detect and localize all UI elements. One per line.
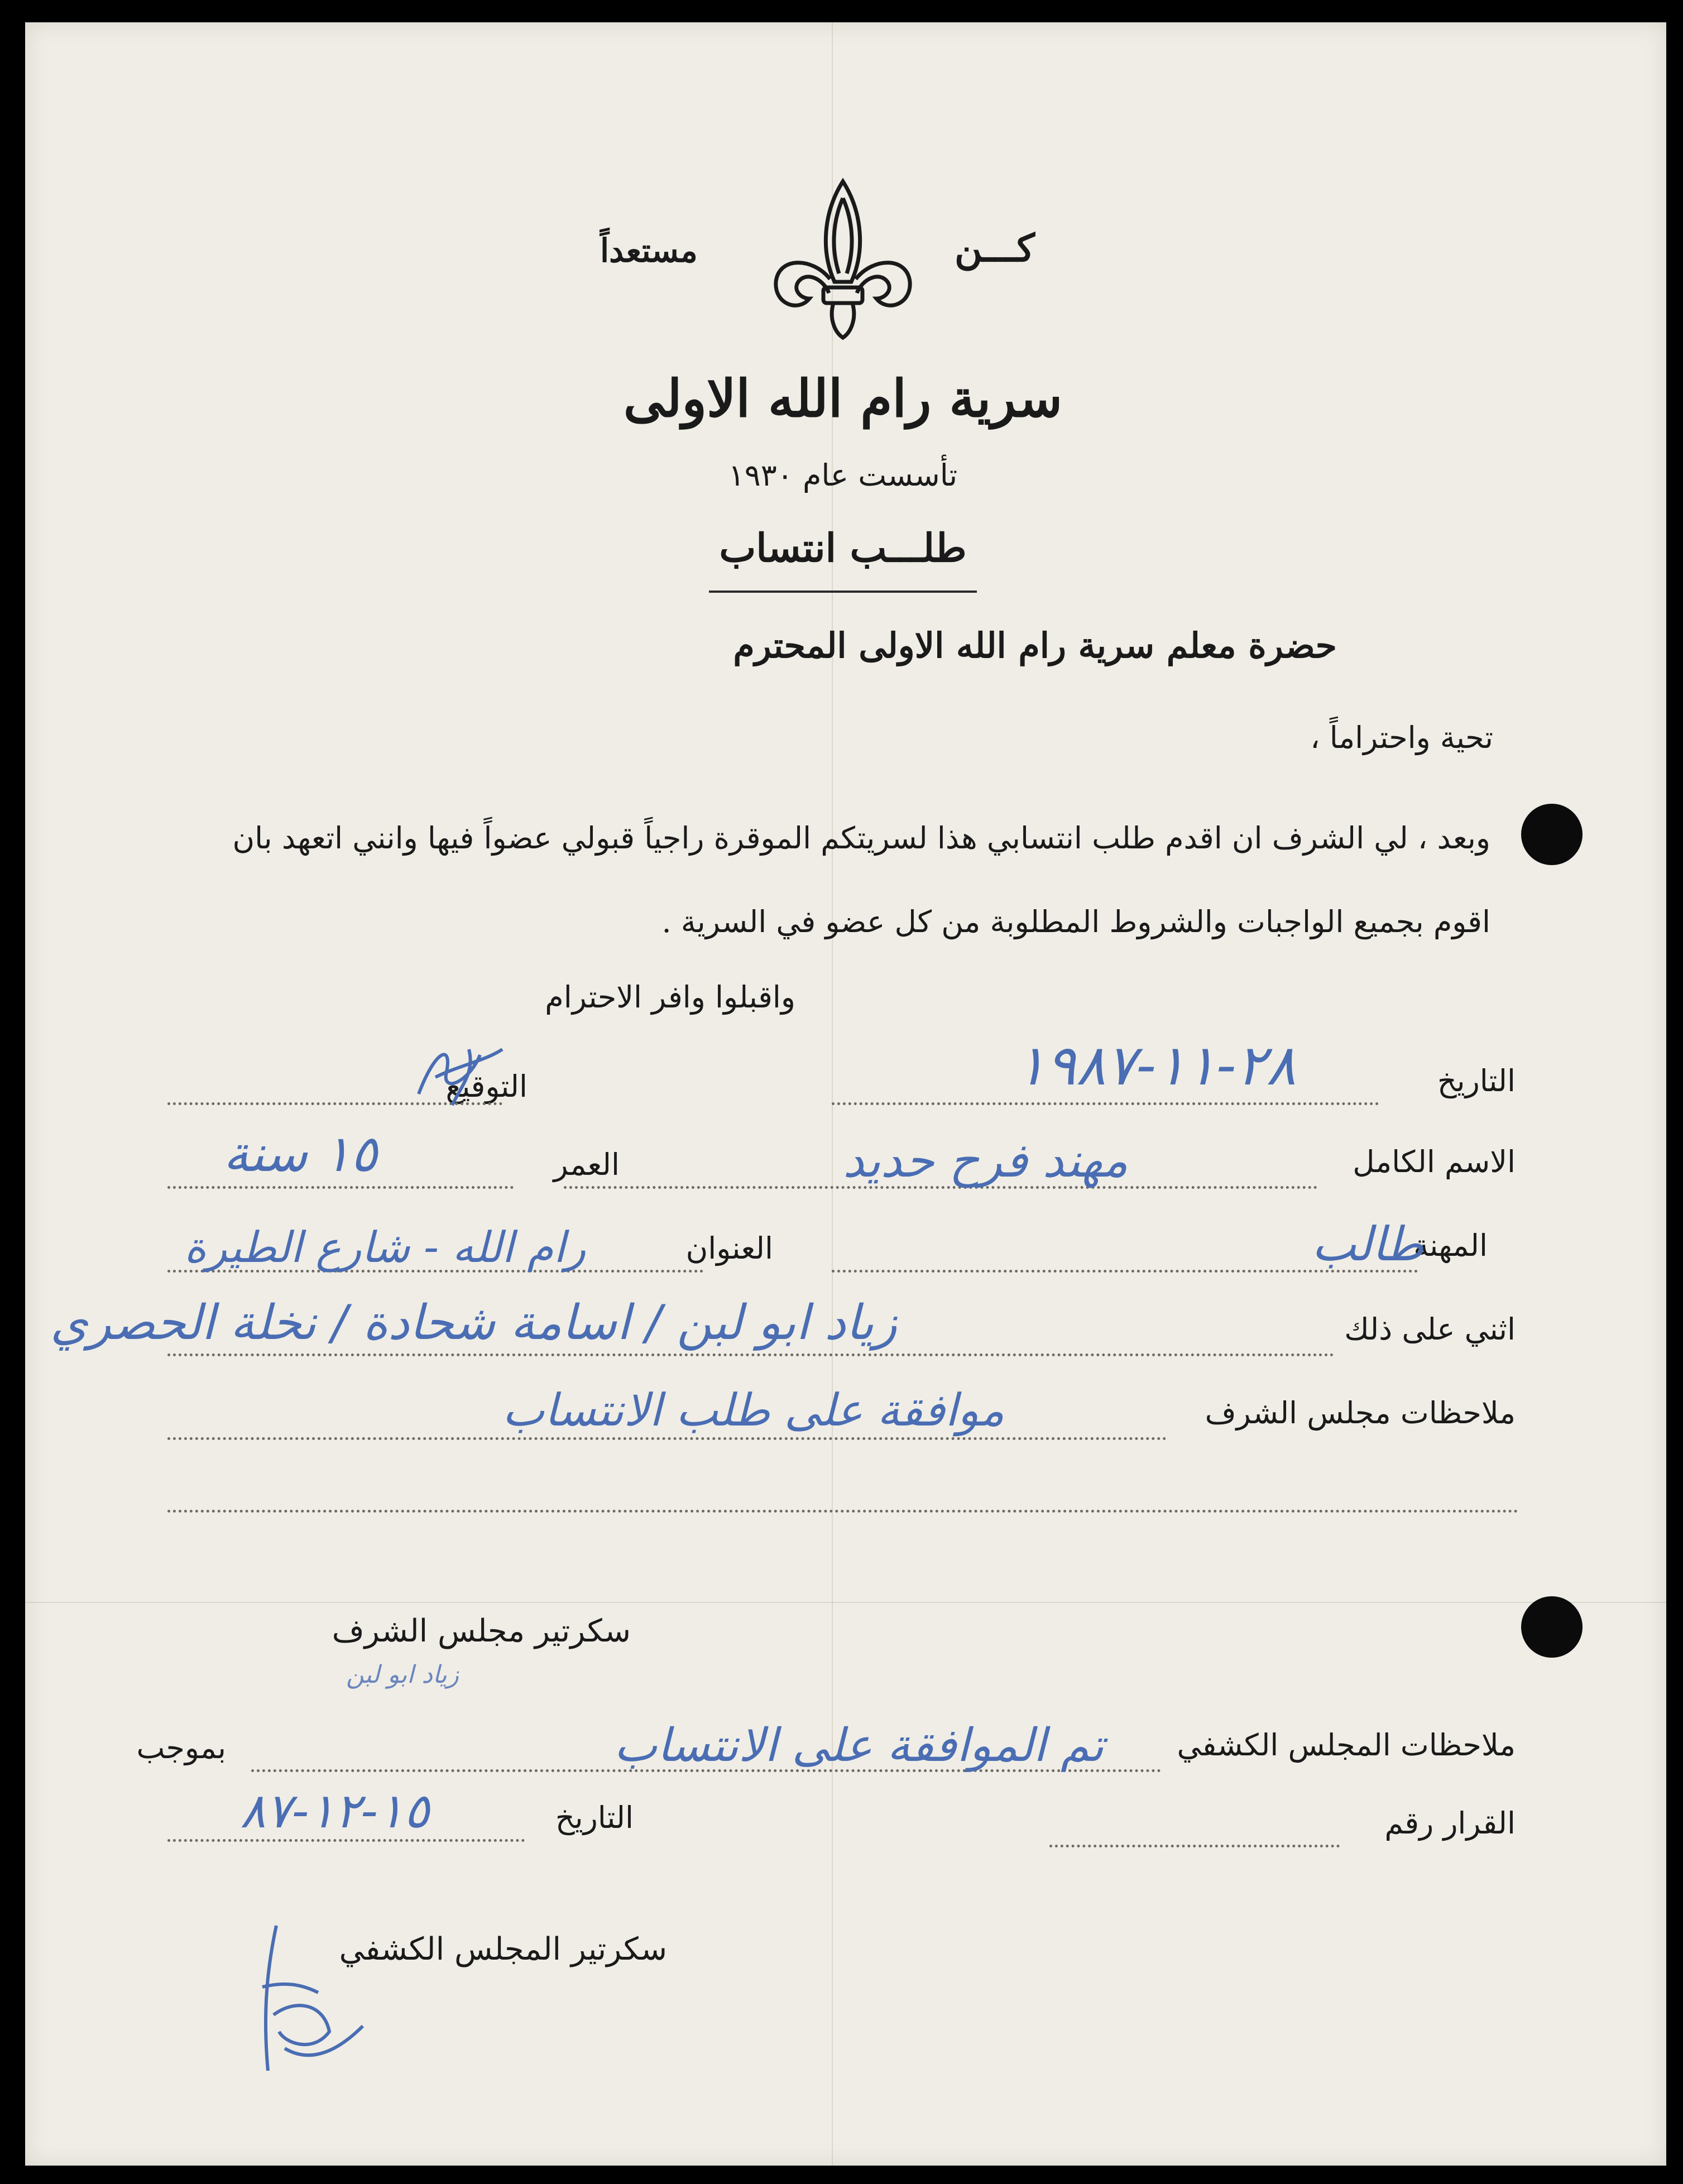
founded-year: تأسست عام ١٩٣٠ [728, 458, 958, 493]
fold-crease-vertical [832, 22, 833, 2166]
punch-hole-top [1521, 804, 1583, 865]
endorsement-label: اثني على ذلك [1344, 1312, 1516, 1347]
motto-right: كـــن [955, 226, 1035, 271]
honor-council-notes-label: ملاحظات مجلس الشرف [1205, 1395, 1516, 1431]
age-handwritten: ١٥ سنة [223, 1125, 378, 1183]
body-line-2: اقوم بجميع الواجبات والشروط المطلوبة من كل عضو في السرية . [661, 904, 1490, 939]
honor-secretary-signature: زياد ابو لبن [346, 1660, 459, 1689]
endorsement-handwritten: زياد ابو لبن / اسامة شحادة / نخلة الحصري [50, 1295, 897, 1351]
age-line [167, 1186, 514, 1189]
punch-hole-bottom [1521, 1596, 1583, 1658]
closing-line: واقبلوا وافر الاحترام [545, 980, 795, 1015]
date-handwritten: ٢٨-١١-١٩٨٧ [1016, 1033, 1296, 1098]
scout-secretary-label: سكرتير المجلس الكشفي [339, 1931, 667, 1967]
honor-secretary-label: سكرتير مجلس الشرف [332, 1613, 631, 1649]
applicant-signature-icon [402, 1027, 514, 1116]
fold-crease-horizontal [25, 1602, 1666, 1603]
title-underline [709, 591, 977, 593]
address-label: العنوان [685, 1231, 773, 1266]
decision-date-handwritten: ١٥-١٢-٨٧ [240, 1783, 430, 1839]
occupation-handwritten: طالب [1312, 1217, 1424, 1271]
form-title: طلـــب انتساب [719, 525, 967, 571]
scout-council-notes-handwritten: تم الموافقة على الانتساب [614, 1719, 1104, 1772]
decision-date-line [167, 1839, 525, 1842]
occupation-label: المهنة [1413, 1228, 1488, 1263]
application-form-paper [25, 22, 1666, 2166]
age-label: العمر [553, 1147, 620, 1182]
fullname-label: الاسم الكامل [1353, 1144, 1516, 1179]
decision-date-label: التاريخ [555, 1800, 634, 1835]
fullname-handwritten: مهند فرح حديد [843, 1133, 1128, 1188]
endorsement-line [167, 1353, 1334, 1356]
honor-council-notes-handwritten: موافقة على طلب الانتساب [502, 1384, 1005, 1436]
decision-number-line [1049, 1845, 1340, 1847]
address-handwritten: رام الله - شارع الطيرة [184, 1222, 586, 1272]
scout-council-notes-label: ملاحظات المجلس الكشفي [1177, 1727, 1516, 1763]
signature-label: التوقيع [445, 1069, 528, 1104]
motto-left: مستعداً [600, 232, 698, 270]
greeting-line: تحية واحتراماً ، [1310, 720, 1493, 755]
per-label: بموجب [136, 1730, 226, 1765]
decision-number-label: القرار رقم [1384, 1806, 1516, 1841]
addressee-line: حضرة معلم سرية رام الله الاولى المحترم [733, 625, 1337, 666]
date-line [832, 1102, 1379, 1105]
blank-notes-line [167, 1510, 1518, 1513]
troop-name: سرية رام الله الاولى [623, 368, 1063, 429]
body-line-1: وبعد ، لي الشرف ان اقدم طلب انتسابي هذا لسريتكم الموقرة راجياً قبولي عضواً فيها وانني اتعهد بان [232, 820, 1490, 856]
date-label: التاريخ [1437, 1063, 1516, 1098]
scout-secretary-signature-icon [246, 1920, 374, 2087]
honor-council-notes-line [167, 1437, 1167, 1440]
fleur-de-lis-emblem-icon [768, 173, 918, 340]
